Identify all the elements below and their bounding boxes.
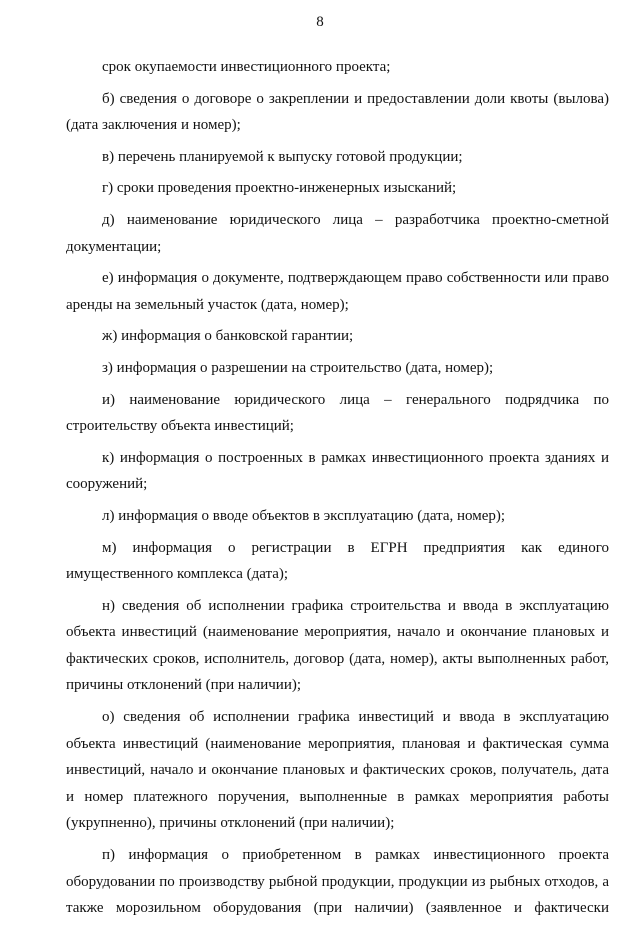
paragraph-item-b: б) сведения о договоре о закреплении и предоставлении доли квоты (вылова) (дата заключения и номер); <box>66 90 609 134</box>
paragraph-item-i: и) наименование юридического лица – генерального подрядчика по строительству объекта инвестиций; <box>66 391 609 435</box>
paragraph-item-n: н) сведения об исполнении графика строительства и ввода в эксплуатацию объекта инвестиций (наименование мероприятия, начало и окончание плановых и фактических сроков, исполнитель, договор (дата, номер), акты выполненных работ, причины отклонений (при наличии); <box>66 597 609 694</box>
paragraph-payback-period: срок окупаемости инвестиционного проекта; <box>102 59 391 75</box>
paragraph-item-g: г) сроки проведения проектно-инженерных изысканий; <box>102 180 457 197</box>
paragraph-item-l: л) информация о вводе объектов в эксплуатацию (дата, номер); <box>102 507 506 524</box>
document-body <box>66 54 609 927</box>
paragraph-item-k: к) информация о построенных в рамках инвестиционного проекта зданиях и сооружений; <box>66 449 609 493</box>
paragraph-item-v: в) перечень планируемой к выпуску готовой продукции; <box>102 148 463 165</box>
paragraph-item-e: е) информация о документе, подтверждающем право собственности или право аренды на земельный участок (дата, номер); <box>66 270 609 313</box>
paragraph-item-z: з) информация о разрешении на строительство (дата, номер); <box>102 359 494 376</box>
paragraph-item-o: о) сведения об исполнении графика инвестиций и ввода в эксплуатацию объекта инвестиций (наименование мероприятия, плановая и фактическая сумма инвестиций, начало и окончание плановых и фактических сроков, получатель, дата и номер платежного поручения, выполненные в рамках мероприятия работы (укрупненно), причины отклонений (при наличии); <box>66 709 609 832</box>
page-number: 8 <box>316 14 324 30</box>
paragraph-item-d: д) наименование юридического лица – разработчика проектно-сметной документации; <box>66 211 609 255</box>
paragraph-item-zh: ж) информация о банковской гарантии; <box>102 328 354 345</box>
paragraph-item-p: п) информация о приобретенном в рамках инвестиционного проекта оборудовании по производству рыбной продукции, продукции из рыбных отходов, а также морозильном оборудования (при наличии) (заявленное и фактически <box>66 847 609 917</box>
paragraph-item-m: м) информация о регистрации в ЕГРН предприятия как единого имущественного комплекса (дата); <box>66 539 609 583</box>
